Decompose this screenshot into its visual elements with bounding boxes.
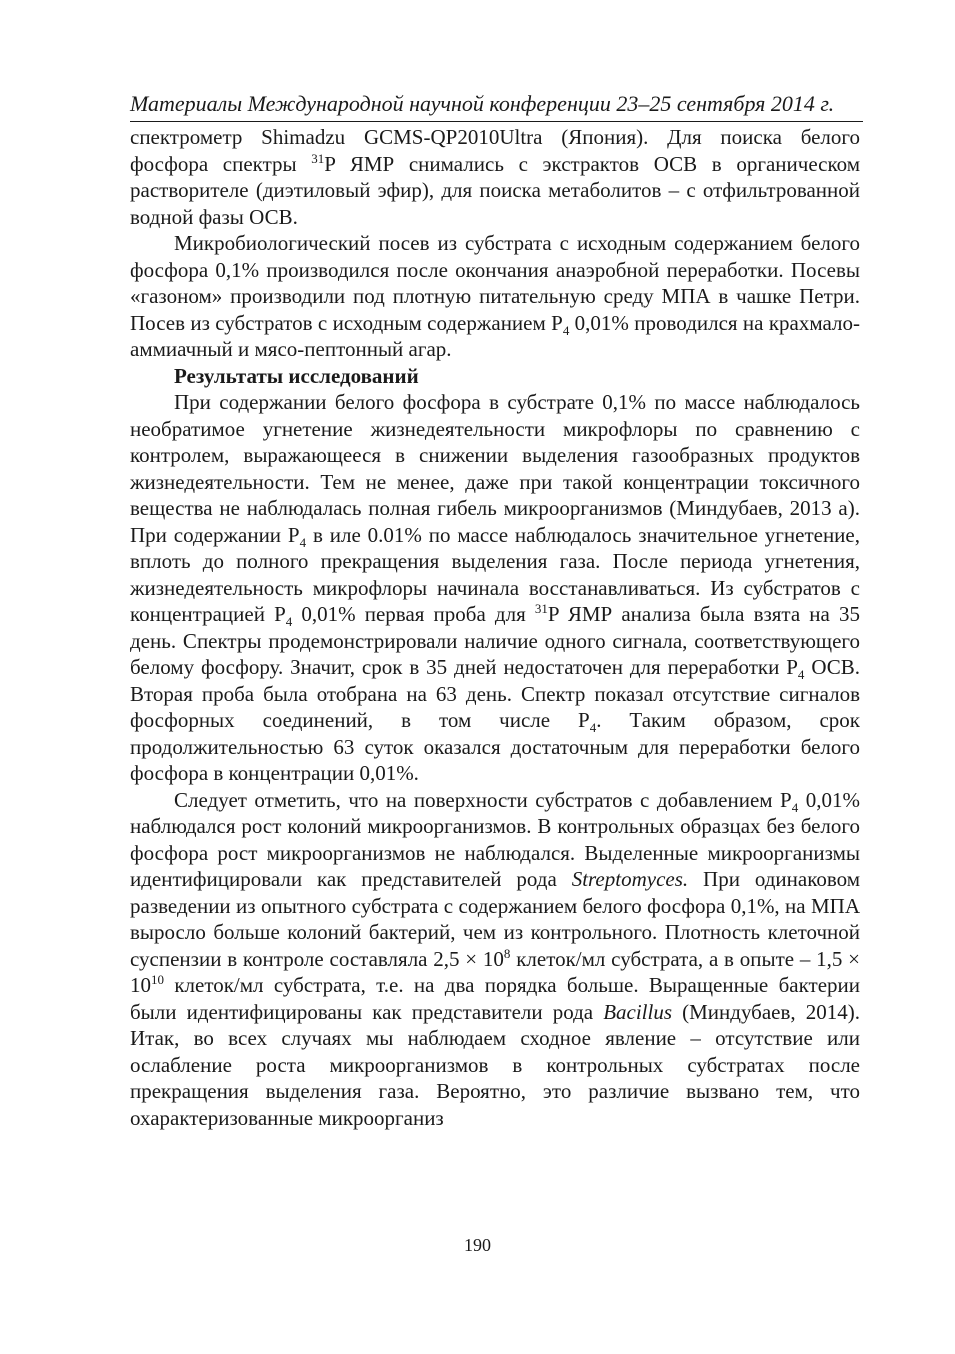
isotope-superscript: 31	[311, 150, 325, 166]
subscript-4: 4	[285, 614, 293, 630]
genus-name: Bacillus	[603, 999, 673, 1024]
paragraph-results-2: Следует отметить, что на поверхности субстратов с добавлением $P_4$ 0,01% наблюдался рост колоний микроорганизмов. В контрольных образцах без белого фосфора рост микроорганизмов не наблюдался. Выделенные микроорганизмы идентифицировали как представителей рода Streptomyces. При одинаковом разведении из опытного субстрата с содержанием белого фосфора 0,1%, на МПА выросло больше колоний бактерий, чем из контрольного. Плотность клеточной суспензии в контроле составляла $2,5 \times 10^8$ клеток/мл субстрата, а в опыте – $1,5 \times 10^{10}$ клеток/мл субстрата, т.е. на два порядка больше. Выращенные бактерии были идентифицированы как представители рода Bacillus (Миндубаев, 2014). Итак, во всех случаях мы наблюдаем сходное явление – отсутствие или ослабление роста микроорганизмов в контрольных субстратах после прекращения выделения газа. Вероятно, это различие вызвано тем, что охарактеризованные микроорганиз	[130, 787, 861, 1130]
subscript-4: 4	[797, 667, 805, 683]
isotope-superscript: 31	[534, 601, 548, 616]
exponent: 8	[503, 945, 511, 961]
subscript-4: 4	[791, 799, 799, 815]
running-header: Материалы Международной научной конференции 23–25 сентября 2014 г.	[130, 91, 835, 116]
exponent: 10	[151, 972, 164, 987]
genus-name: Streptomyces.	[571, 867, 689, 891]
paragraph-microbiology: Микробиологический посев из субстрата с исходным содержанием белого фосфора 0,1% производился после окончания анаэробной переработки. Посевы «газоном» производили под плотную питательную среду МПА в чашке Петри. Посев из субстратов с исходным содержанием $P_4$ 0,01% проводился на крахмало-аммиачный и мясо-пептонный агар.	[130, 231, 860, 361]
paragraph-results-1: При содержании белого фосфора в субстрате 0,1% по массе наблюдалось необратимое угнетение жизнедеятельности микрофлоры по сравнению с контролем, выражающееся в снижении выделения газообразных продуктов жизнедеятельности. Тем не менее, даже при такой концентрации токсичного вещества не наблюдалась полная гибель микроорганизмов (Миндубаев, 2013 а). При содержании $P_4$ в иле 0.01% по массе наблюдалось значительное угнетение, вплоть до полного прекращения выделения газа. После периода угнетения, жизнедеятельность микрофлоры начинала восстанавливаться. Из субстратов с концентрацией $P_4$ 0,01% первая проба для $^{31}$P ЯМР анализа была взята на 35 день. Спектры продемонстрировали наличие одного сигнала, соответствующего белому фосфору. Значит, срок в 35 дней недостаточен для переработки $P_4$ ОСВ. Вторая проба была отобрана на 63 день. Спектр показал отсутствие сигналов фосфорных соединений, в том числе $P_4$. Таким образом, срок продолжительностью 63 суток оказался достаточным для переработки белого фосфора в концентрации 0,01%.	[130, 390, 860, 785]
page-number: 190	[464, 1235, 491, 1255]
section-heading: Результаты исследований	[174, 363, 419, 388]
subscript-4: 4	[299, 534, 307, 550]
paragraph-methods-continued: спектрометр Shimadzu GCMS-QP2010Ultra (Япония). Для поиска белого фосфора спектры $^{31}$P ЯМР снимались с экстрактов ОСВ в органическом растворителе (диэтиловый эфир), для поиска метаболитов – с отфильтрованной водной фазы ОСВ.	[130, 125, 861, 229]
header-rule	[130, 121, 863, 122]
subscript-4: 4	[562, 322, 570, 338]
subscript-4: 4	[589, 720, 597, 736]
body-text	[130, 124, 860, 1131]
